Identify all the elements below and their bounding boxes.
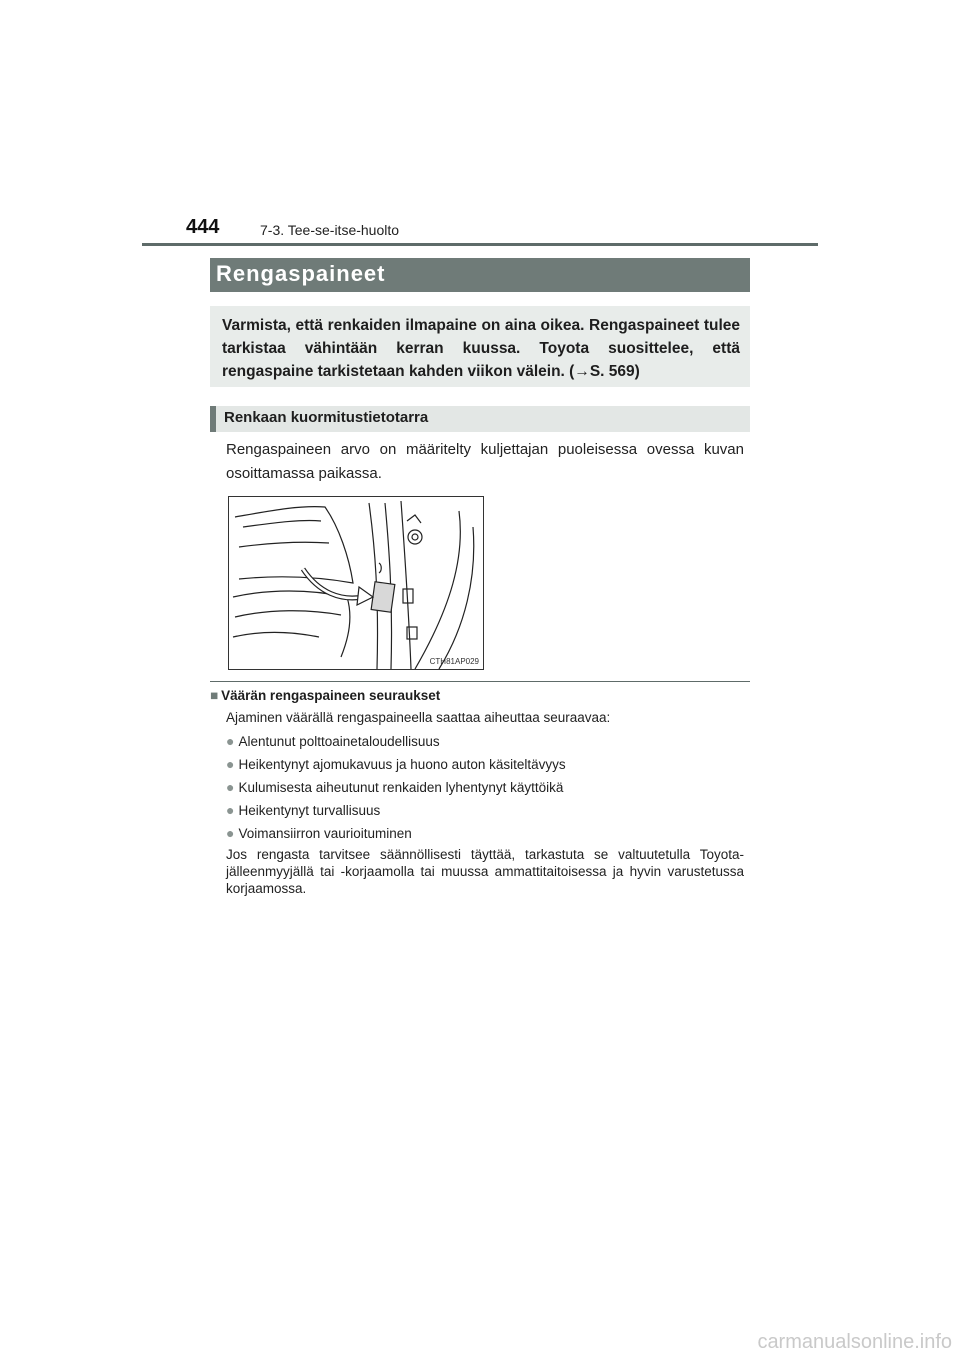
- closing-paragraph: Jos rengasta tarvitsee säännöllisesti täyttää, tarkastuta se valtuutetulla Toyota-jälleenmyyjällä tai -korjaamolla tai muussa ammattitaitoisessa ja hyvin varustetussa korjaamossa.: [226, 847, 744, 896]
- bullet-dot-icon: ●: [226, 733, 235, 749]
- bullet-dot-icon: ●: [226, 825, 235, 841]
- subsection-heading-band: [210, 406, 750, 432]
- list-item: ● Heikentynyt ajomukavuus ja huono auton käsiteltävyys: [226, 756, 566, 772]
- subsection-heading: Renkaan kuormitustietotarra: [224, 409, 429, 426]
- list-item: ● Heikentynyt turvallisuus: [226, 802, 381, 818]
- list-item: ● Kulumisesta aiheutunut renkaiden lyhentynyt käyttöikä: [226, 779, 564, 795]
- section-divider: [210, 681, 750, 682]
- subsection-body: Rengaspaineen arvo on määritelty kuljettajan puoleisessa ovessa kuvan osoittamassa paikassa.: [226, 441, 744, 482]
- door-jamb-drawing: [229, 497, 483, 669]
- header-rule: [142, 243, 818, 246]
- tire-label-sticker: [371, 582, 395, 613]
- door-label-illustration: [228, 496, 484, 670]
- page-title: Rengaspaineet: [216, 261, 386, 286]
- watermark[interactable]: carmanualsonline.info: [757, 1331, 952, 1353]
- list-item: ● Voimansiirron vaurioituminen: [226, 825, 412, 841]
- subsection-heading-accent: [210, 406, 216, 432]
- square-bullet-icon: ■: [210, 688, 219, 703]
- pointer-arrow-icon: [357, 587, 373, 605]
- intro-text: Varmista, että renkaiden ilmapaine on aina oikea. Rengaspaineet tulee tarkistaa vähintään kerran kuussa. Toyota suosittelee, että rengaspaine tarkistetaan kahden viikon välein. (→S. 569): [222, 317, 740, 380]
- figure-code: CTH81AP029: [429, 657, 479, 666]
- bullet-dot-icon: ●: [226, 756, 235, 772]
- consequences-list: [226, 730, 566, 845]
- section-reference: 7-3. Tee-se-itse-huolto: [260, 222, 400, 238]
- page-header: [0, 0, 960, 250]
- consequences-heading: [210, 688, 440, 703]
- page-number: 444: [186, 216, 220, 238]
- consequences-heading-text: Väärän rengaspaineen seuraukset: [221, 688, 441, 703]
- consequences-lead: Ajaminen väärällä rengaspaineella saattaa aiheuttaa seuraavaa:: [226, 710, 611, 725]
- bullet-dot-icon: ●: [226, 802, 235, 818]
- list-item: ● Alentunut polttoainetaloudellisuus: [226, 733, 440, 749]
- bullet-dot-icon: ●: [226, 779, 235, 795]
